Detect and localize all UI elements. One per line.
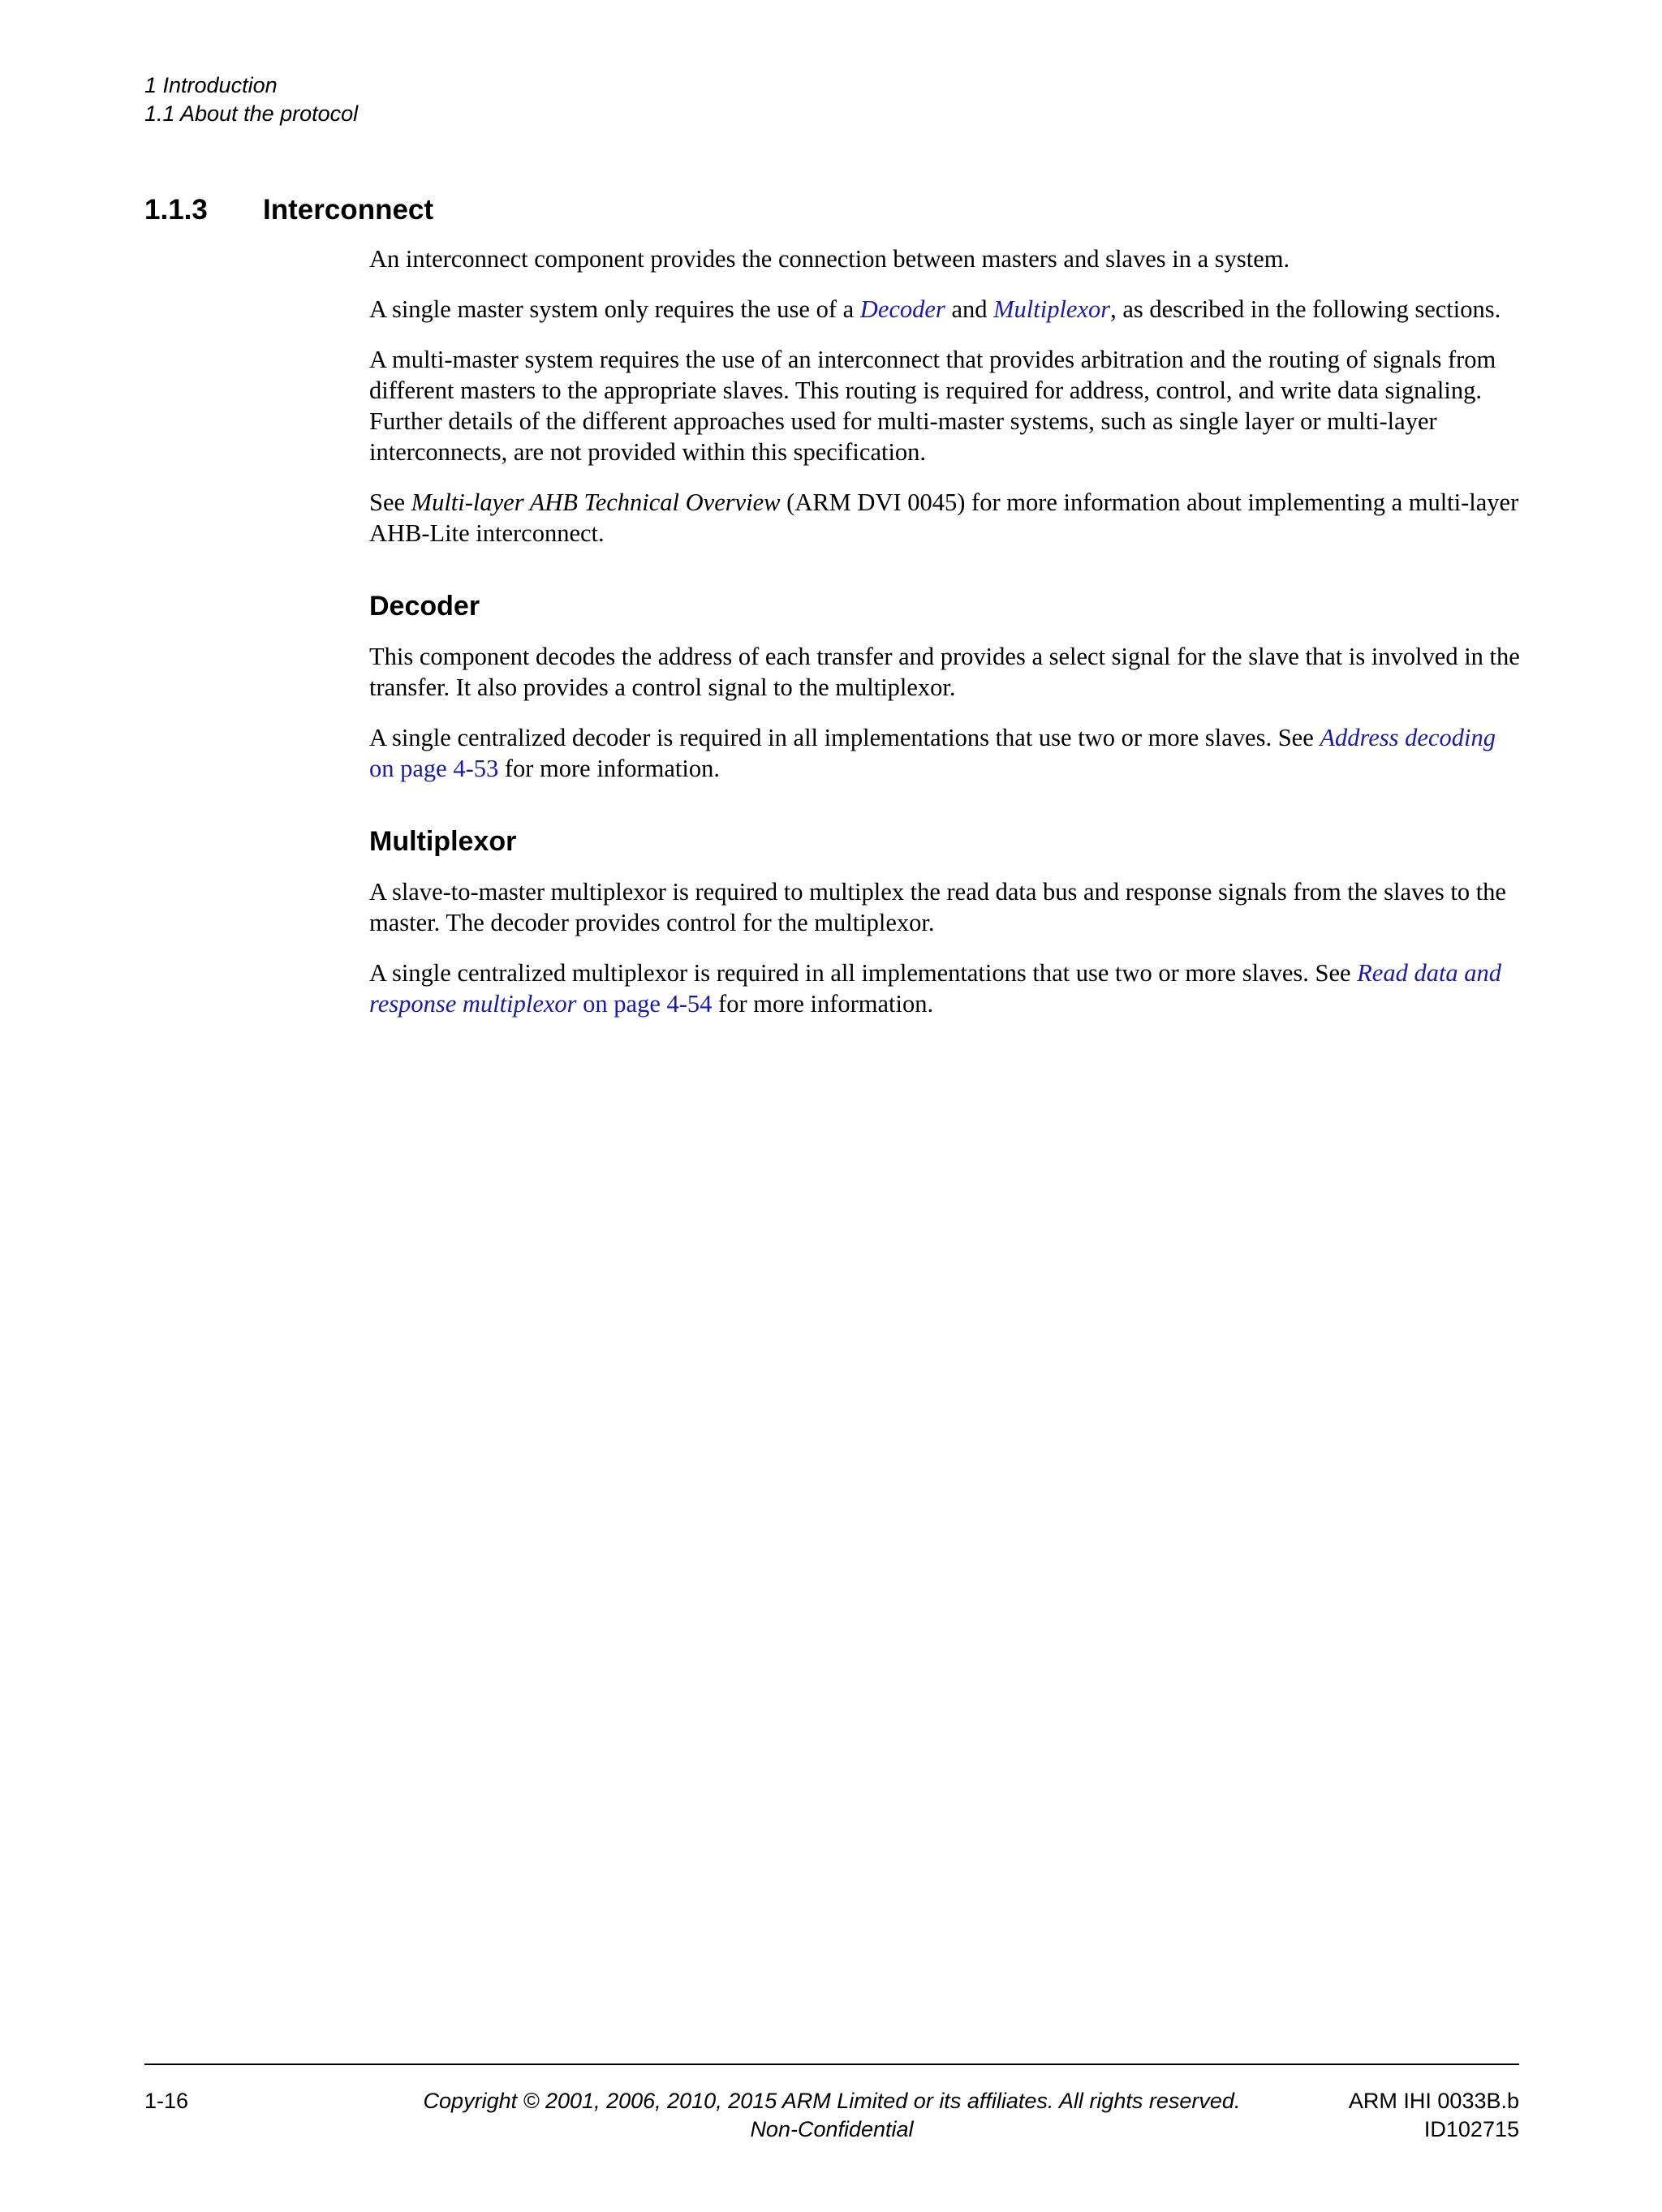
text-run: See bbox=[369, 488, 411, 516]
link-page[interactable]: on page 4-53 bbox=[369, 755, 499, 782]
footer-document-id bbox=[1349, 2087, 1519, 2144]
text-run: , as described in the following sections. bbox=[1110, 295, 1501, 323]
decoder-link[interactable]: Decoder bbox=[859, 295, 945, 323]
footer-confidentiality: Non-Confidential bbox=[750, 2117, 914, 2141]
referenced-document-title: Multi-layer AHB Technical Overview bbox=[411, 488, 781, 516]
link-title[interactable]: Address decoding bbox=[1320, 724, 1496, 751]
intro-paragraph-2 bbox=[369, 294, 1522, 325]
footer-doc-version: ID102715 bbox=[1423, 2117, 1519, 2141]
text-run: and bbox=[945, 295, 994, 323]
decoder-paragraph-1: This component decodes the address of each transfer and provides a select signal for the slave that is involved in the transfer. It also provides a control signal to the multiplexor. bbox=[369, 643, 1520, 701]
footer-copyright: Copyright © 2001, 2006, 2010, 2015 ARM Limited or its affiliates. All rights reserved. bbox=[423, 2089, 1241, 2113]
multiplexor-heading: Multiplexor bbox=[369, 826, 517, 857]
link-title[interactable]: Read data and response multiplexor bbox=[369, 959, 1502, 1018]
multiplexor-paragraph-2 bbox=[369, 958, 1522, 1019]
footer-doc-id: ARM IHI 0033B.b bbox=[1348, 2089, 1519, 2113]
text-run: A single centralized multiplexor is required in all implementations that use two or more slaves. See bbox=[369, 959, 1358, 987]
section-number: 1.1.3 bbox=[144, 194, 208, 226]
text-run: for more information. bbox=[498, 755, 720, 782]
section-title: Interconnect bbox=[263, 194, 434, 226]
header-section: 1.1 About the protocol bbox=[144, 101, 359, 126]
intro-paragraph-1: An interconnect component provides the connection between masters and slaves in a system. bbox=[369, 245, 1290, 273]
section-body bbox=[369, 243, 1522, 1039]
text-run: (ARM DVI 0045) for more information about implementing a multi-layer AHB-Lite interconnect. bbox=[369, 488, 1519, 547]
section-heading bbox=[144, 192, 433, 228]
text-run: for more information. bbox=[712, 990, 934, 1018]
text-run: A single master system only requires the use of a bbox=[369, 295, 860, 323]
decoder-heading: Decoder bbox=[369, 591, 480, 622]
footer-rule bbox=[144, 2064, 1519, 2065]
intro-paragraph-4 bbox=[369, 487, 1522, 549]
link-page[interactable]: on page 4-54 bbox=[576, 990, 713, 1018]
running-header bbox=[144, 71, 358, 128]
footer-page-number: 1-16 bbox=[144, 2089, 189, 2113]
text-run: A single centralized decoder is required in all implementations that use two or more slaves. See bbox=[369, 724, 1320, 751]
footer-copyright-block bbox=[373, 2087, 1290, 2144]
multiplexor-paragraph-1: A slave-to-master multiplexor is required to multiplex the read data bus and response signals from the slaves to the master. The decoder provides control for the multiplexor. bbox=[369, 878, 1506, 936]
multiplexor-link[interactable]: Multiplexor bbox=[993, 295, 1111, 323]
intro-paragraph-3: A multi-master system requires the use of an interconnect that provides arbitration and the routing of signals from different masters to the appropriate slaves. This routing is required for address, control, and write data signaling. Further details of the different approaches used for multi-master systems, such as single layer or multi-layer interconnects, are not provided within this specification. bbox=[369, 346, 1496, 466]
header-chapter: 1 Introduction bbox=[144, 73, 278, 97]
decoder-paragraph-2 bbox=[369, 722, 1522, 784]
